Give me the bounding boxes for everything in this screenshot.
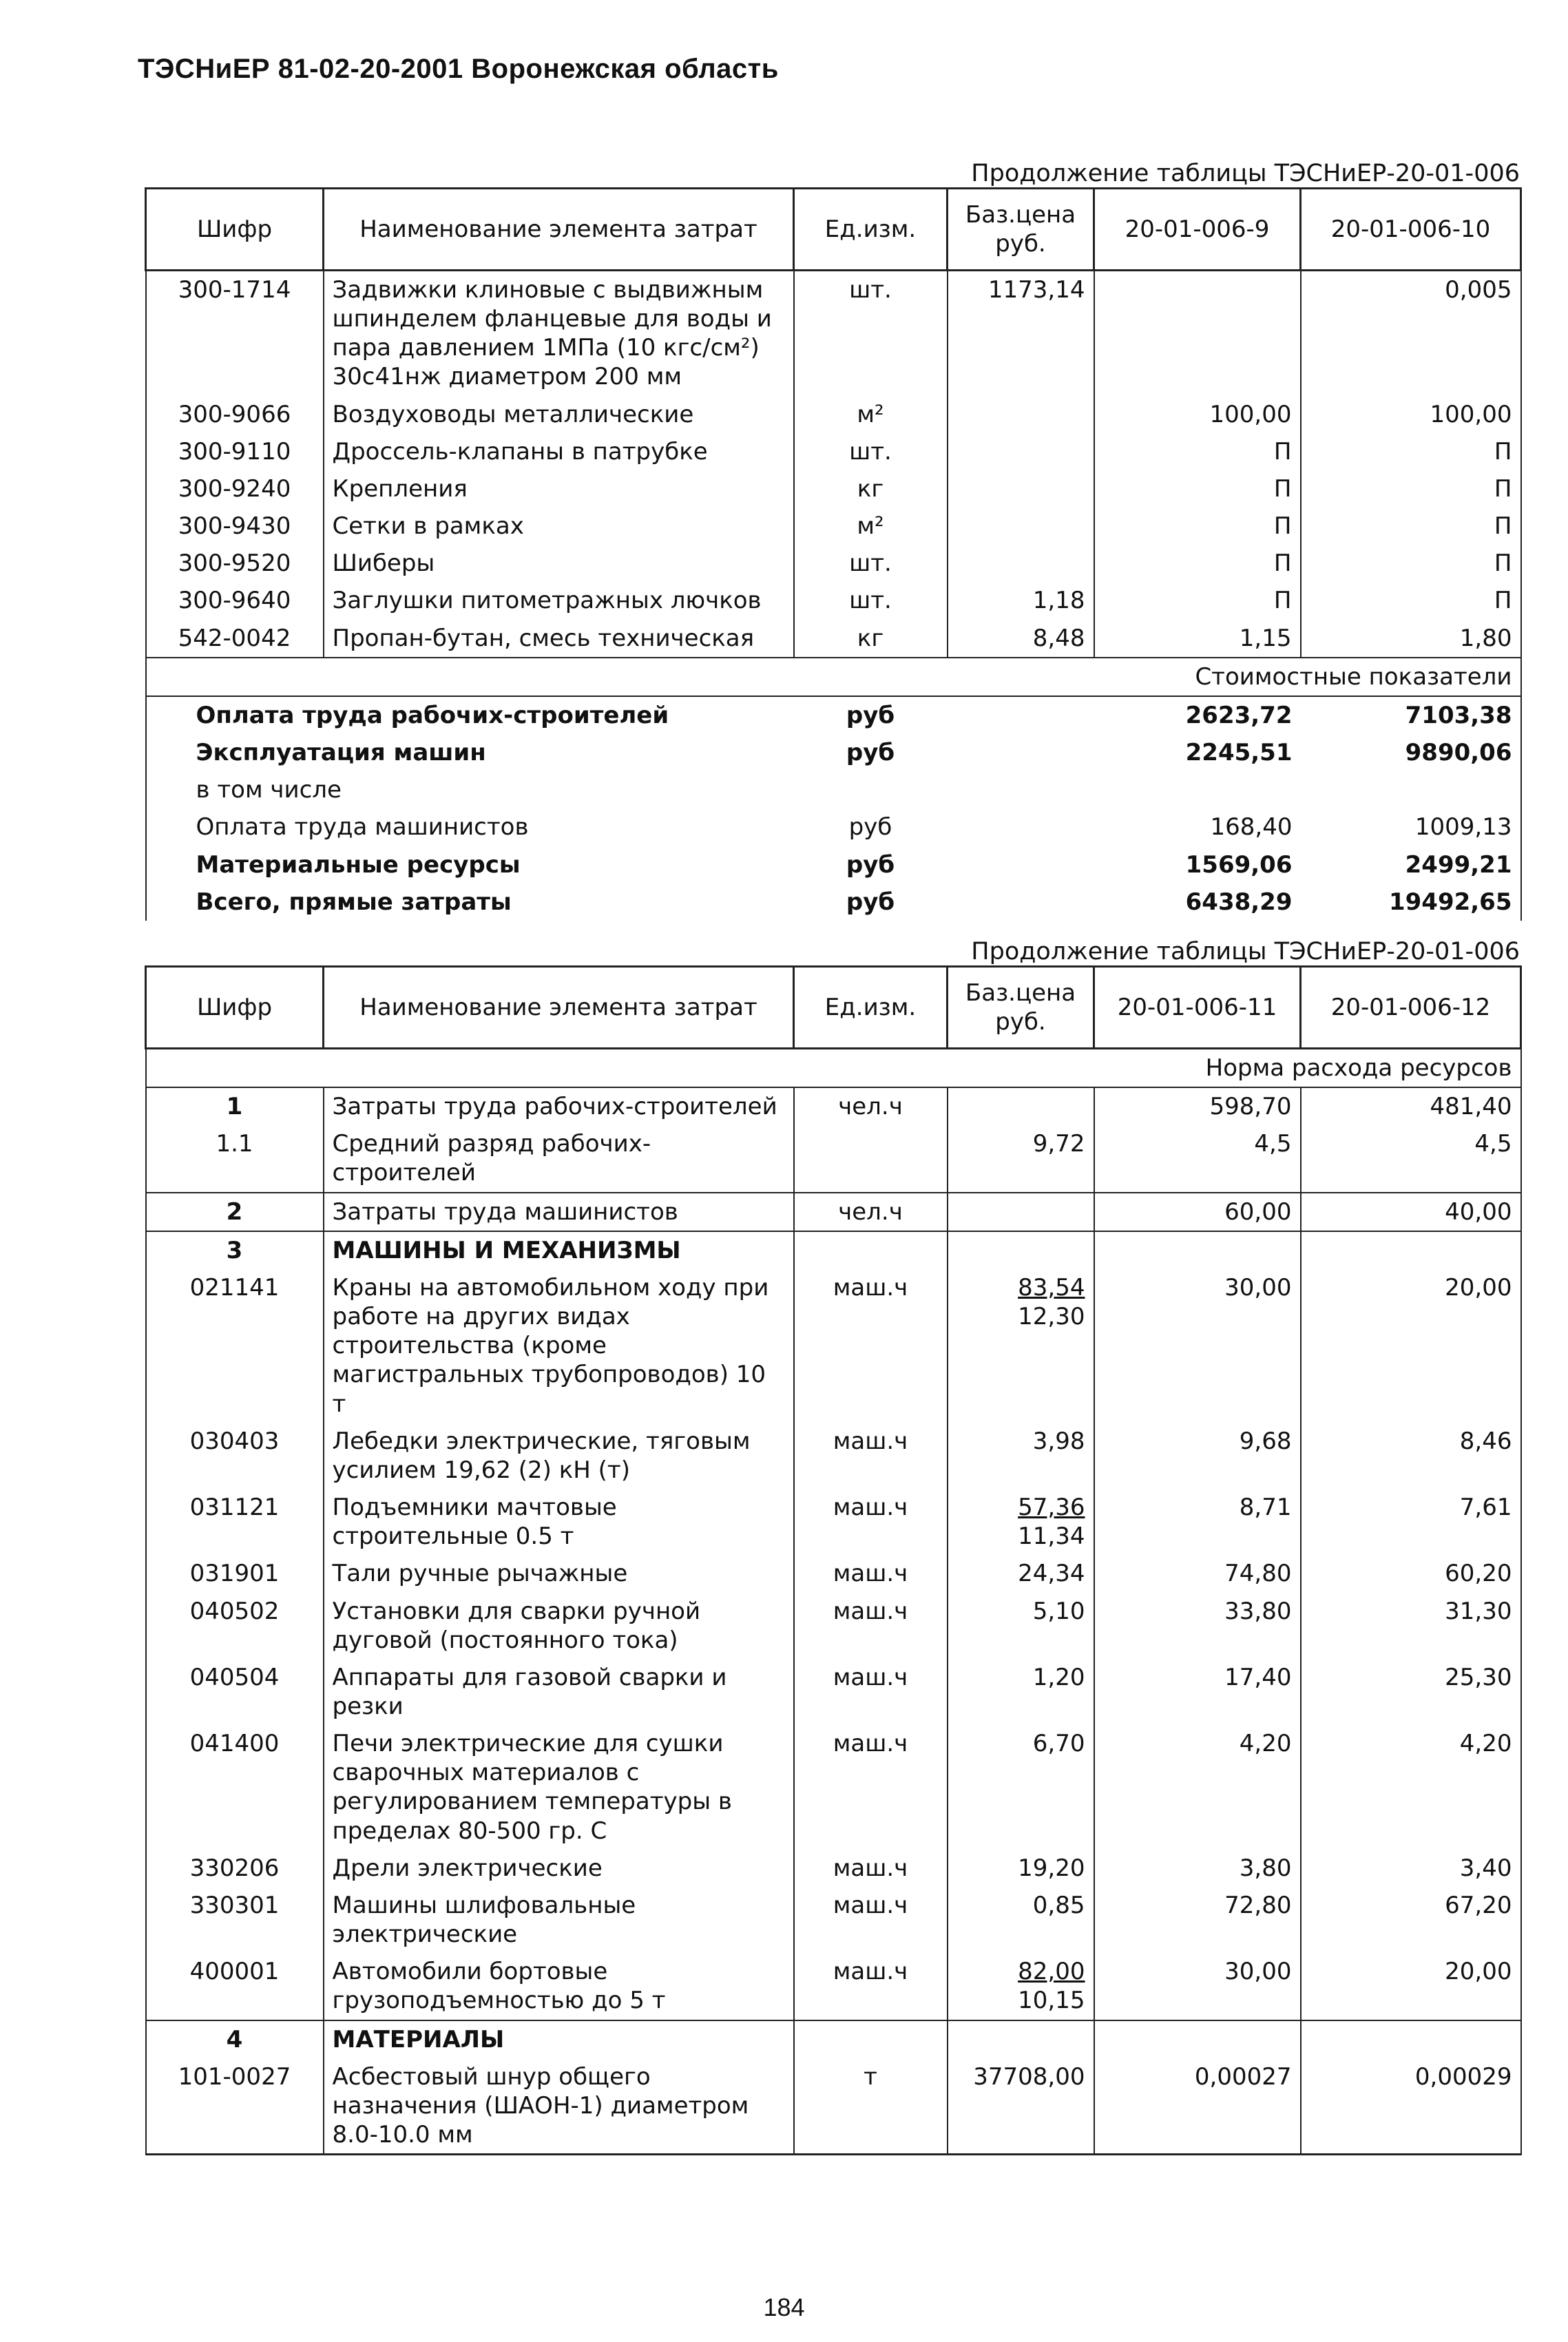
total-unit: руб (846, 888, 895, 916)
row-col-b: 0,00029 (1301, 2058, 1521, 2155)
row-col-a: 3,80 (1094, 1850, 1301, 1887)
row-code: 400001 (146, 1953, 324, 2020)
row-unit: кг (794, 620, 948, 658)
row-code: 300-9110 (146, 433, 324, 470)
header-unit: Ед.изм. (794, 967, 948, 1049)
row-unit: маш.ч (794, 1887, 948, 1953)
row-name: Затраты труда рабочих-строителей (324, 1087, 794, 1125)
row-name: Асбестовый шнур общего назначения (ШАОН-1) диаметром 8.0-10.0 мм (324, 2058, 794, 2155)
price-denominator: 12,30 (1018, 1303, 1085, 1331)
row-price: 19,20 (948, 1850, 1094, 1887)
row-unit: маш.ч (794, 1725, 948, 1850)
row-code: 300-9066 (146, 396, 324, 433)
row-col-a: П (1094, 433, 1301, 470)
header-col-a: 20-01-006-9 (1094, 189, 1301, 271)
total-label: Оплата труда рабочих-строителей (146, 696, 794, 734)
row-price (948, 545, 1094, 582)
row-price (948, 1231, 1094, 1269)
table-row (146, 1423, 1521, 1489)
row-code: 300-9640 (146, 582, 324, 619)
row-unit (794, 1231, 948, 1269)
row-name: Дрели электрические (324, 1850, 794, 1887)
section-row (146, 1193, 1521, 1231)
row-name: Сетки в рамках (324, 508, 794, 545)
row-col-b: 31,30 (1301, 1593, 1521, 1659)
row-unit: м² (794, 396, 948, 433)
row-col-b (1301, 1231, 1521, 1269)
subheader-row (146, 1049, 1521, 1088)
row-name: Воздуховоды металлические (324, 396, 794, 433)
row-price (948, 1269, 1094, 1423)
row-unit: маш.ч (794, 1659, 948, 1725)
row-code: 101-0027 (146, 2058, 324, 2155)
row-col-a: П (1094, 508, 1301, 545)
total-label: Материальные ресурсы (146, 846, 794, 884)
row-unit: кг (794, 470, 948, 508)
row-col-a: 60,00 (1094, 1193, 1301, 1231)
row-name: Лебедки электрические, тяговым усилием 19,62 (2) кН (т) (324, 1423, 794, 1489)
row-col-a: 30,00 (1094, 1269, 1301, 1423)
row-price: 24,34 (948, 1555, 1094, 1592)
row-col-a: 74,80 (1094, 1555, 1301, 1592)
total-col-a: 2245,51 (1185, 739, 1293, 767)
row-col-a: 100,00 (1094, 396, 1301, 433)
row-col-a (1094, 1231, 1301, 1269)
row-price (948, 508, 1094, 545)
table1 (145, 187, 1522, 921)
row-col-b: 40,00 (1301, 1193, 1521, 1231)
table-row (146, 396, 1521, 433)
row-col-a (1094, 271, 1301, 396)
row-code: 4 (146, 2020, 324, 2058)
total-price (948, 734, 1094, 771)
row-unit: т (794, 2058, 948, 2155)
row-col-b: 4,20 (1301, 1725, 1521, 1850)
row-col-a: 72,80 (1094, 1887, 1301, 1953)
subheader-row (146, 658, 1521, 696)
header-price: Баз.цена руб. (948, 189, 1094, 271)
row-unit (794, 1125, 948, 1192)
row-code: 1.1 (146, 1125, 324, 1192)
total-row (146, 771, 1521, 808)
table-row (146, 1269, 1521, 1423)
row-col-b: 481,40 (1301, 1087, 1521, 1125)
header-code: Шифр (146, 967, 324, 1049)
row-code: 031121 (146, 1489, 324, 1555)
row-col-b: 8,46 (1301, 1423, 1521, 1489)
total-unit: руб (846, 739, 895, 767)
row-price: 3,98 (948, 1423, 1094, 1489)
price-denominator: 11,34 (1018, 1523, 1085, 1551)
row-col-b: 60,20 (1301, 1555, 1521, 1592)
row-name: МАШИНЫ И МЕХАНИЗМЫ (324, 1231, 794, 1269)
row-price (948, 1953, 1094, 2020)
document-title: ТЭСНиЕР 81-02-20-2001 Воронежская область (138, 54, 779, 84)
row-name: Задвижки клиновые с выдвижным шпинделем фланцевые для воды и пара давлением 1МПа (10 кгс/см²) 30с41нж диаметром 200 мм (324, 271, 794, 396)
row-name: Пропан-бутан, смесь техническая (324, 620, 794, 658)
total-price (948, 696, 1094, 734)
row-col-a: 0,00027 (1094, 2058, 1301, 2155)
row-name: Машины шлифовальные электрические (324, 1887, 794, 1953)
row-name: Краны на автомобильном ходу при работе на других видах строительства (кроме магистральных трубопроводов) 10 т (324, 1269, 794, 1423)
row-price: 37708,00 (948, 2058, 1094, 2155)
row-col-b: 1,80 (1301, 620, 1521, 658)
subheader: Норма расхода ресурсов (146, 1049, 1521, 1088)
row-col-b: 20,00 (1301, 1953, 1521, 2020)
row-code: 542-0042 (146, 620, 324, 658)
table-row (146, 1887, 1521, 1953)
table-row (146, 271, 1521, 396)
row-price: 5,10 (948, 1593, 1094, 1659)
total-col-a: 2623,72 (1185, 701, 1293, 729)
table-row (146, 508, 1521, 545)
section-row (146, 1231, 1521, 1269)
total-label: в том числе (146, 771, 794, 808)
row-code: 300-9240 (146, 470, 324, 508)
row-price: 1,20 (948, 1659, 1094, 1725)
table-row (146, 1087, 1521, 1125)
row-name: Подъемники мачтовые строительные 0.5 т (324, 1489, 794, 1555)
row-code: 2 (146, 1193, 324, 1231)
row-price: 1,18 (948, 582, 1094, 619)
table-row (146, 470, 1521, 508)
row-unit: маш.ч (794, 1593, 948, 1659)
total-unit: руб (846, 850, 895, 879)
row-unit: шт. (794, 582, 948, 619)
row-code: 330206 (146, 1850, 324, 1887)
header-col-a: 20-01-006-11 (1094, 967, 1301, 1049)
row-name: Средний разряд рабочих-строителей (324, 1125, 794, 1192)
row-price (948, 396, 1094, 433)
row-price (948, 1193, 1094, 1231)
table-row (146, 1593, 1521, 1659)
row-price: 8,48 (948, 620, 1094, 658)
row-col-a: 1,15 (1094, 620, 1301, 658)
header-row (146, 967, 1521, 1049)
row-code: 3 (146, 1231, 324, 1269)
row-col-b: 7,61 (1301, 1489, 1521, 1555)
total-price (948, 846, 1094, 884)
total-row (146, 696, 1521, 734)
table-row (146, 2058, 1521, 2155)
header-name: Наименование элемента затрат (324, 189, 794, 271)
total-price (948, 884, 1094, 921)
table1-caption: Продолжение таблицы ТЭСНиЕР-20-01-006 (971, 160, 1520, 187)
row-code: 300-9430 (146, 508, 324, 545)
row-name: Шиберы (324, 545, 794, 582)
row-name: Заглушки питометражных лючков (324, 582, 794, 619)
total-label: Всего, прямые затраты (146, 884, 794, 921)
row-unit: маш.ч (794, 1423, 948, 1489)
total-col-b: 2499,21 (1301, 846, 1521, 884)
total-unit (794, 771, 948, 808)
header-col-b: 20-01-006-10 (1301, 189, 1521, 271)
header-row (146, 189, 1521, 271)
total-col-b (1301, 771, 1521, 808)
row-name: МАТЕРИАЛЫ (324, 2020, 794, 2058)
row-name: Печи электрические для сушки сварочных материалов с регулированием температуры в пределах 80-500 гр. С (324, 1725, 794, 1850)
subheader: Стоимостные показатели (146, 658, 1521, 696)
total-col-b: 9890,06 (1301, 734, 1521, 771)
row-price (948, 1087, 1094, 1125)
row-unit: чел.ч (794, 1087, 948, 1125)
row-col-b: П (1301, 470, 1521, 508)
row-name: Затраты труда машинистов (324, 1193, 794, 1231)
row-code: 041400 (146, 1725, 324, 1850)
row-col-b: 0,005 (1301, 271, 1521, 396)
row-code: 330301 (146, 1887, 324, 1953)
table-row (146, 582, 1521, 619)
header-price: Баз.цена руб. (948, 967, 1094, 1049)
total-label: Эксплуатация машин (146, 734, 794, 771)
header-col-b: 20-01-006-12 (1301, 967, 1521, 1049)
total-unit: руб (846, 701, 895, 729)
header-name: Наименование элемента затрат (324, 967, 794, 1049)
table-row (146, 1555, 1521, 1592)
total-row (146, 734, 1521, 771)
table-row (146, 1489, 1521, 1555)
row-col-a: 598,70 (1094, 1087, 1301, 1125)
total-row (146, 846, 1521, 884)
row-unit: шт. (794, 433, 948, 470)
row-name: Крепления (324, 470, 794, 508)
total-col-a: 168,40 (1210, 813, 1293, 841)
row-col-a: 30,00 (1094, 1953, 1301, 2020)
table-row (146, 545, 1521, 582)
row-price: 1173,14 (948, 271, 1094, 396)
row-price (948, 1489, 1094, 1555)
row-unit: м² (794, 508, 948, 545)
row-name: Установки для сварки ручной дуговой (постоянного тока) (324, 1593, 794, 1659)
total-col-b: 7103,38 (1301, 696, 1521, 734)
row-unit: маш.ч (794, 1555, 948, 1592)
row-price (948, 470, 1094, 508)
row-col-a: 9,68 (1094, 1423, 1301, 1489)
table-row (146, 1725, 1521, 1850)
table-row (146, 1850, 1521, 1887)
row-price: 0,85 (948, 1887, 1094, 1953)
row-col-a: 17,40 (1094, 1659, 1301, 1725)
row-col-b: П (1301, 545, 1521, 582)
total-col-a: 1569,06 (1185, 850, 1293, 879)
row-col-b: 20,00 (1301, 1269, 1521, 1423)
table-row (146, 620, 1521, 658)
price-denominator: 10,15 (1018, 1987, 1085, 2015)
header-code: Шифр (146, 189, 324, 271)
total-col-a: 6438,29 (1185, 888, 1293, 916)
row-code: 021141 (146, 1269, 324, 1423)
row-code: 300-9520 (146, 545, 324, 582)
row-unit: маш.ч (794, 1269, 948, 1423)
table2 (145, 965, 1522, 2155)
row-col-b: 100,00 (1301, 396, 1521, 433)
price-numerator: 83,54 (1018, 1273, 1085, 1301)
row-unit: маш.ч (794, 1953, 948, 2020)
row-col-b: П (1301, 433, 1521, 470)
price-numerator: 57,36 (1018, 1494, 1085, 1522)
row-col-a: П (1094, 545, 1301, 582)
row-col-b: П (1301, 508, 1521, 545)
total-col-b: 19492,65 (1301, 884, 1521, 921)
section-row (146, 2020, 1521, 2058)
row-unit: маш.ч (794, 1850, 948, 1887)
total-label: Оплата труда машинистов (146, 808, 794, 846)
header-unit: Ед.изм. (794, 189, 948, 271)
row-col-a: П (1094, 582, 1301, 619)
row-code: 040502 (146, 1593, 324, 1659)
price-numerator: 82,00 (1018, 1958, 1085, 1986)
row-name: Аппараты для газовой сварки и резки (324, 1659, 794, 1725)
row-col-a (1094, 2020, 1301, 2058)
row-col-b (1301, 2020, 1521, 2058)
table2-caption: Продолжение таблицы ТЭСНиЕР-20-01-006 (971, 938, 1520, 965)
row-code: 040504 (146, 1659, 324, 1725)
row-col-b: 25,30 (1301, 1659, 1521, 1725)
total-price (948, 771, 1094, 808)
row-unit: шт. (794, 271, 948, 396)
table-row (146, 1659, 1521, 1725)
row-price (948, 2020, 1094, 2058)
total-price (948, 808, 1094, 846)
row-code: 1 (146, 1087, 324, 1125)
row-name: Тали ручные рычажные (324, 1555, 794, 1592)
table-row (146, 433, 1521, 470)
row-col-b: П (1301, 582, 1521, 619)
row-price: 9,72 (948, 1125, 1094, 1192)
row-name: Дроссель-клапаны в патрубке (324, 433, 794, 470)
row-unit (794, 2020, 948, 2058)
row-price: 6,70 (948, 1725, 1094, 1850)
row-name: Автомобили бортовые грузоподъемностью до 5 т (324, 1953, 794, 2020)
row-col-b: 67,20 (1301, 1887, 1521, 1953)
row-col-b: 3,40 (1301, 1850, 1521, 1887)
row-col-a: 4,20 (1094, 1725, 1301, 1850)
row-unit: чел.ч (794, 1193, 948, 1231)
table-row (146, 1125, 1521, 1192)
row-col-a: 8,71 (1094, 1489, 1301, 1555)
row-unit: шт. (794, 545, 948, 582)
page-number: 184 (763, 2293, 805, 2321)
table-row (146, 1953, 1521, 2020)
row-col-a: 33,80 (1094, 1593, 1301, 1659)
row-col-a: 4,5 (1094, 1125, 1301, 1192)
total-row (146, 884, 1521, 921)
total-unit: руб (848, 813, 892, 841)
total-col-a (1094, 771, 1301, 808)
row-code: 031901 (146, 1555, 324, 1592)
row-code: 030403 (146, 1423, 324, 1489)
row-code: 300-1714 (146, 271, 324, 396)
row-price (948, 433, 1094, 470)
row-col-a: П (1094, 470, 1301, 508)
total-row (146, 808, 1521, 846)
total-col-b: 1009,13 (1301, 808, 1521, 846)
row-col-b: 4,5 (1301, 1125, 1521, 1192)
row-unit: маш.ч (794, 1489, 948, 1555)
